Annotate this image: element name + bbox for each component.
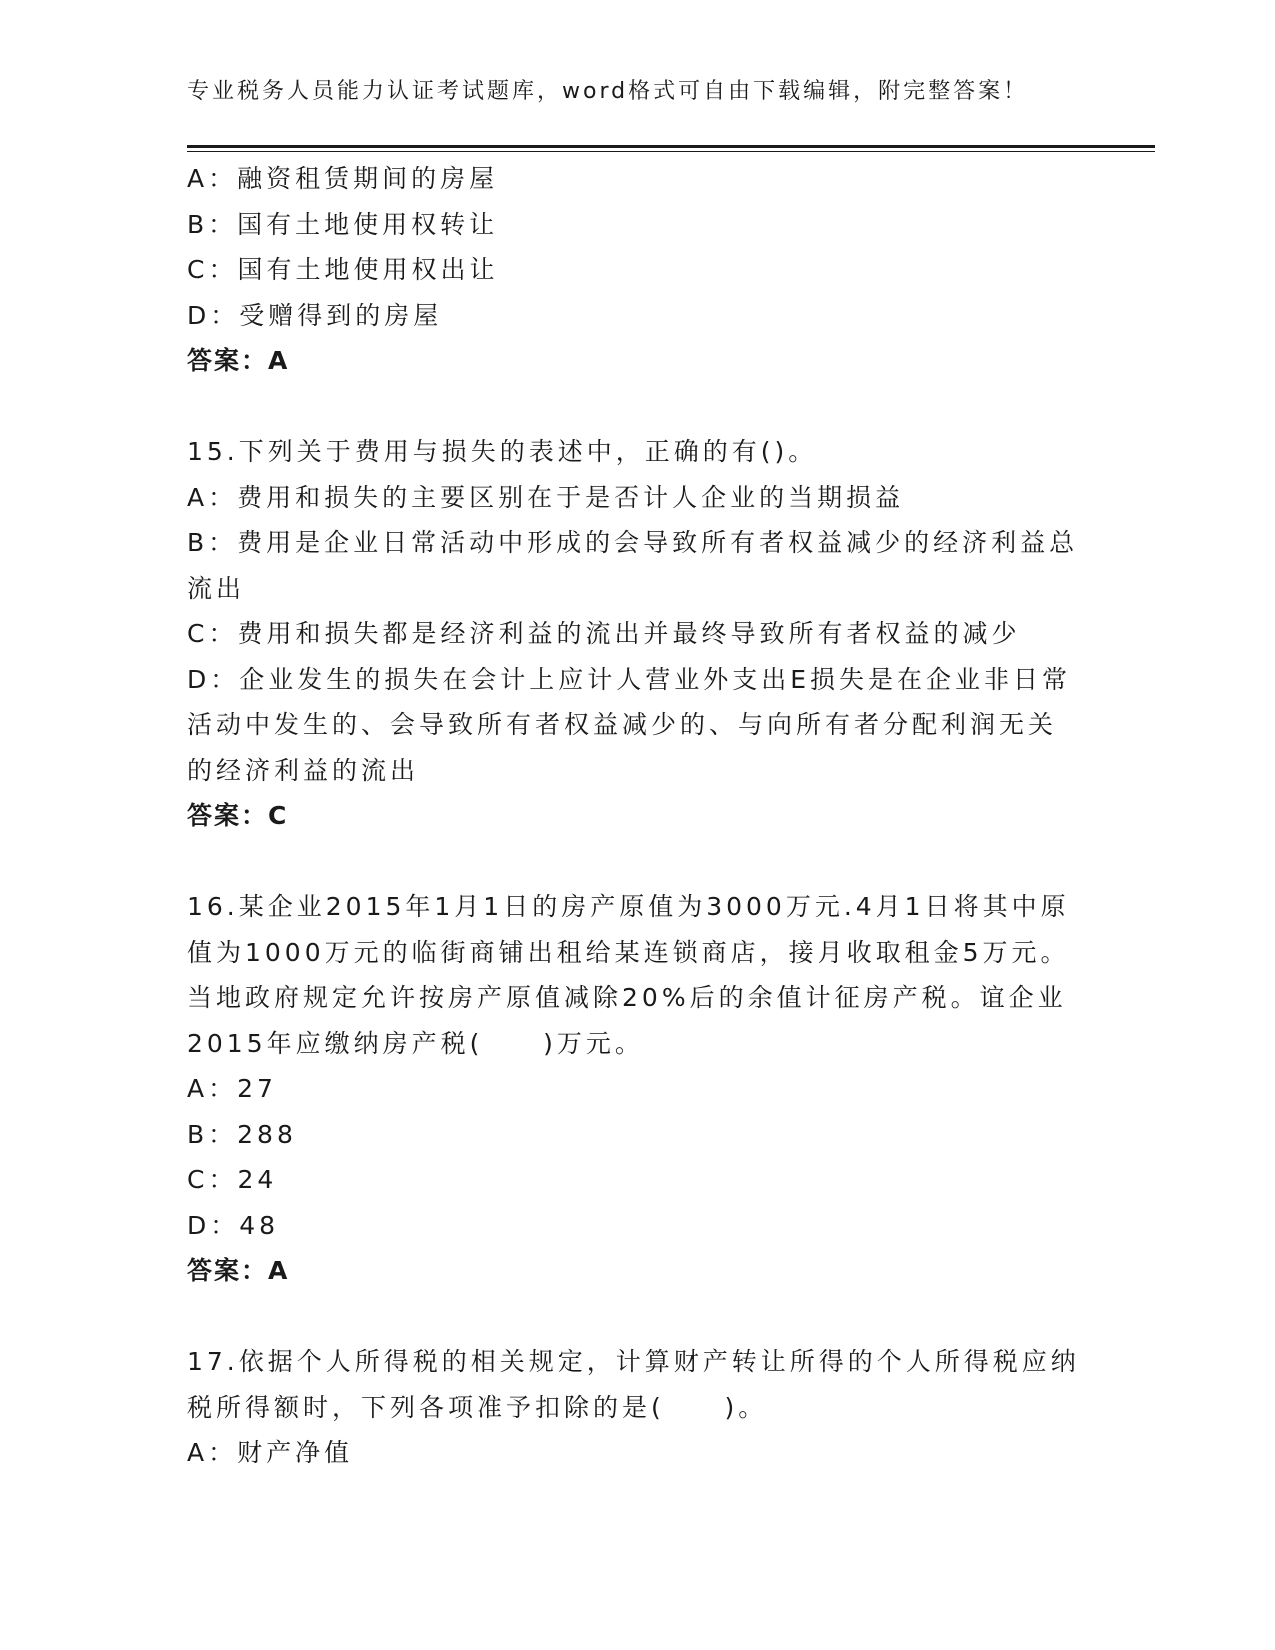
q15-option-a: A：费用和损失的主要区别在于是否计人企业的当期损益 <box>187 482 905 512</box>
q15-option-c: C：费用和损失都是经济利益的流出并最终导致所有者权益的减少 <box>187 619 1021 648</box>
spacer <box>187 1294 1087 1340</box>
q14-option-c: C：国有土地使用权出让 <box>187 255 499 284</box>
q15-question: 15.下列关于费用与损失的表述中，正确的有()。 <box>187 437 818 466</box>
q15-option-d-line3: 的经济利益的流出 <box>187 755 420 785</box>
q16-question-line2: 值为1000万元的临街商铺出租给某连锁商店，接月收取租金5万元。 <box>187 937 1070 967</box>
q15-option-b-line2: 流出 <box>187 573 246 603</box>
header-rule-thin <box>187 151 1155 152</box>
header-rule-thick <box>187 145 1155 148</box>
q15-answer: 答案：C <box>187 801 289 830</box>
q17-question-line2: 税所得额时，下列各项准予扣除的是( )。 <box>187 1392 768 1422</box>
q14-option-d: D：受赠得到的房屋 <box>187 300 443 330</box>
q15-option-d-line2: 活动中发生的、会导致所有者权益减少的、与向所有者分配利润无关 <box>187 710 1058 739</box>
q16-question-line4: 2015年应缴纳房产税( )万元。 <box>187 1028 644 1058</box>
q16-option-b: B：288 <box>187 1119 297 1149</box>
q14-option-b: B：国有土地使用权转让 <box>187 209 499 239</box>
q14-answer: 答案：A <box>187 346 290 375</box>
page-header: 专业税务人员能力认证考试题库，word格式可自由下载编辑，附完整答案！ <box>187 79 1029 104</box>
q15-option-b-line1: B：费用是企业日常活动中形成的会导致所有者权益减少的经济利益总 <box>187 528 1079 557</box>
q16-option-a: A：27 <box>187 1074 277 1103</box>
q16-question-line3: 当地政府规定允许按房产原值减除20%后的余值计征房产税。谊企业 <box>187 983 1067 1012</box>
q16-option-c: C：24 <box>187 1165 278 1194</box>
question-content <box>187 156 1087 1476</box>
q17-option-a: A：财产净值 <box>187 1438 354 1467</box>
q16-option-d: D：48 <box>187 1210 280 1240</box>
spacer <box>187 384 1087 430</box>
q17-question-line1: 17.依据个人所得税的相关规定，计算财产转让所得的个人所得税应纳 <box>187 1347 1080 1376</box>
q15-option-d-line1: D：企业发生的损失在会计上应计人营业外支出E损失是在企业非日常 <box>187 664 1072 694</box>
spacer <box>187 839 1087 885</box>
q14-option-a: A：融资租赁期间的房屋 <box>187 164 499 193</box>
q16-answer: 答案：A <box>187 1256 290 1285</box>
q16-question-line1: 16.某企业2015年1月1日的房产原值为3000万元.4月1日将其中原 <box>187 892 1070 921</box>
